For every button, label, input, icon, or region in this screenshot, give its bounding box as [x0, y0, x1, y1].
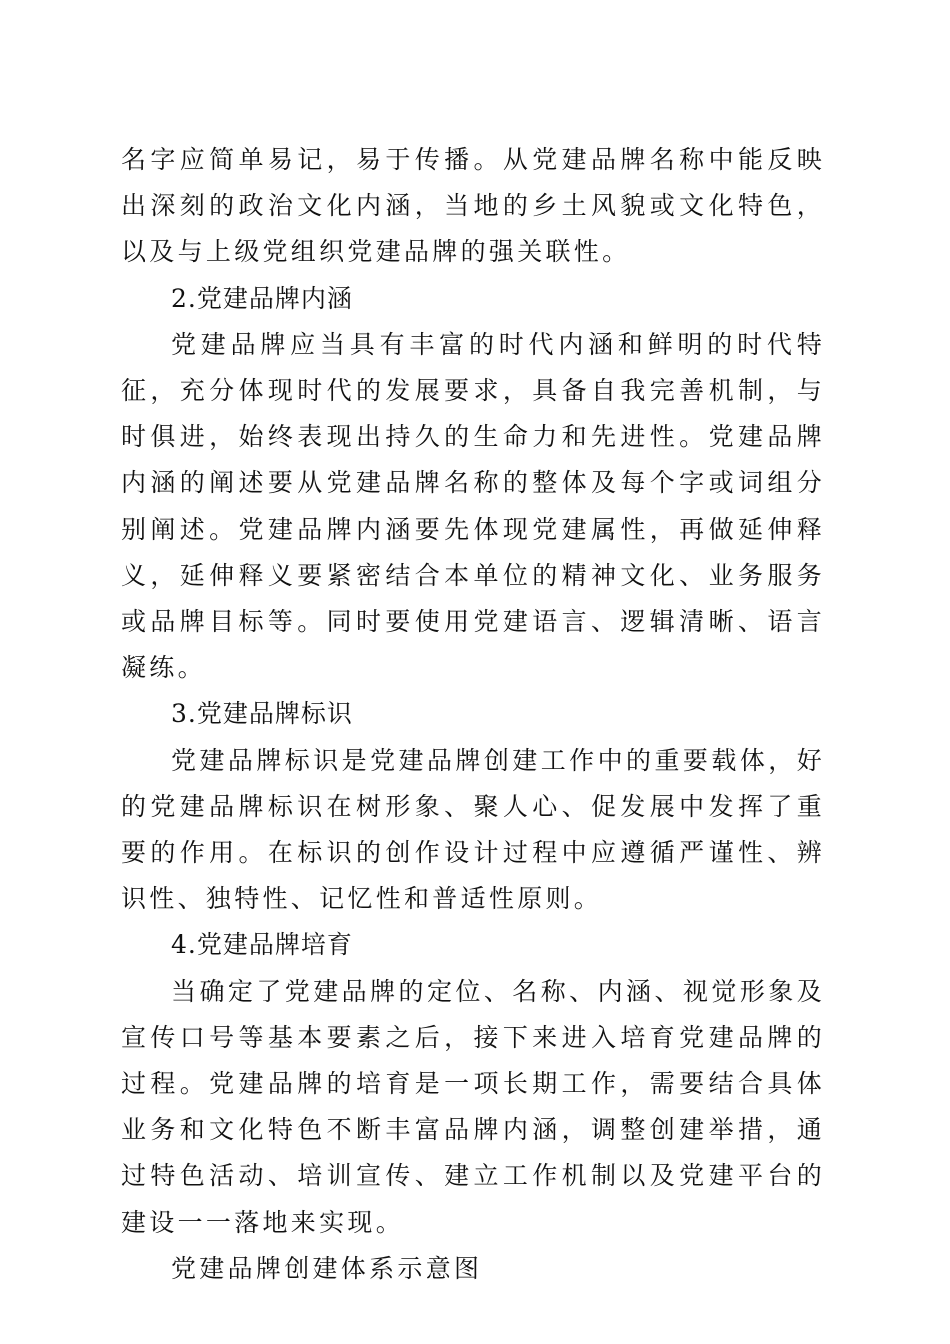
heading-brand-connotation: 2.党建品牌内涵: [171, 283, 353, 313]
figure-caption: 党建品牌创建体系示意图: [171, 1253, 483, 1283]
paragraph-brand-connotation: 党建品牌应当具有丰富的时代内涵和鲜明的时代特征，充分体现时代的发展要求，具备自我完善机制，与时俱进，始终表现出持久的生命力和先进性。党建品牌内涵的阐述要从党建品牌名称的整体及每个字或词组分别阐述。党建品牌内涵要先体现党建属性，再做延伸释义，延伸释义要紧密结合本单位的精神文化、业务服务或品牌目标等。同时要使用党建语言、逻辑清晰、语言凝练。: [121, 329, 825, 683]
heading-brand-logo: 3.党建品牌标识: [171, 699, 353, 729]
paragraph-brand-logo: 党建品牌标识是党建品牌创建工作中的重要载体，好的党建品牌标识在树形象、聚人心、促发展中发挥了重要的作用。在标识的创作设计过程中应遵循严谨性、辨识性、独特性、记忆性和普适性原则。: [121, 745, 825, 914]
paragraph-brand-cultivation: 当确定了党建品牌的定位、名称、内涵、视觉形象及宣传口号等基本要素之后，接下来进入培育党建品牌的过程。党建品牌的培育是一项长期工作，需要结合具体业务和文化特色不断丰富品牌内涵，调整创建举措，通过特色活动、培训宣传、建立工作机制以及党建平台的建设一一落地来实现。: [121, 976, 825, 1237]
document-page: [121, 137, 825, 1292]
heading-brand-cultivation: 4.党建品牌培育: [171, 930, 353, 960]
paragraph-name-requirements: 名字应简单易记，易于传播。从党建品牌名称中能反映出深刻的政治文化内涵，当地的乡土风貌或文化特色，以及与上级党组织党建品牌的强关联性。: [121, 145, 825, 267]
